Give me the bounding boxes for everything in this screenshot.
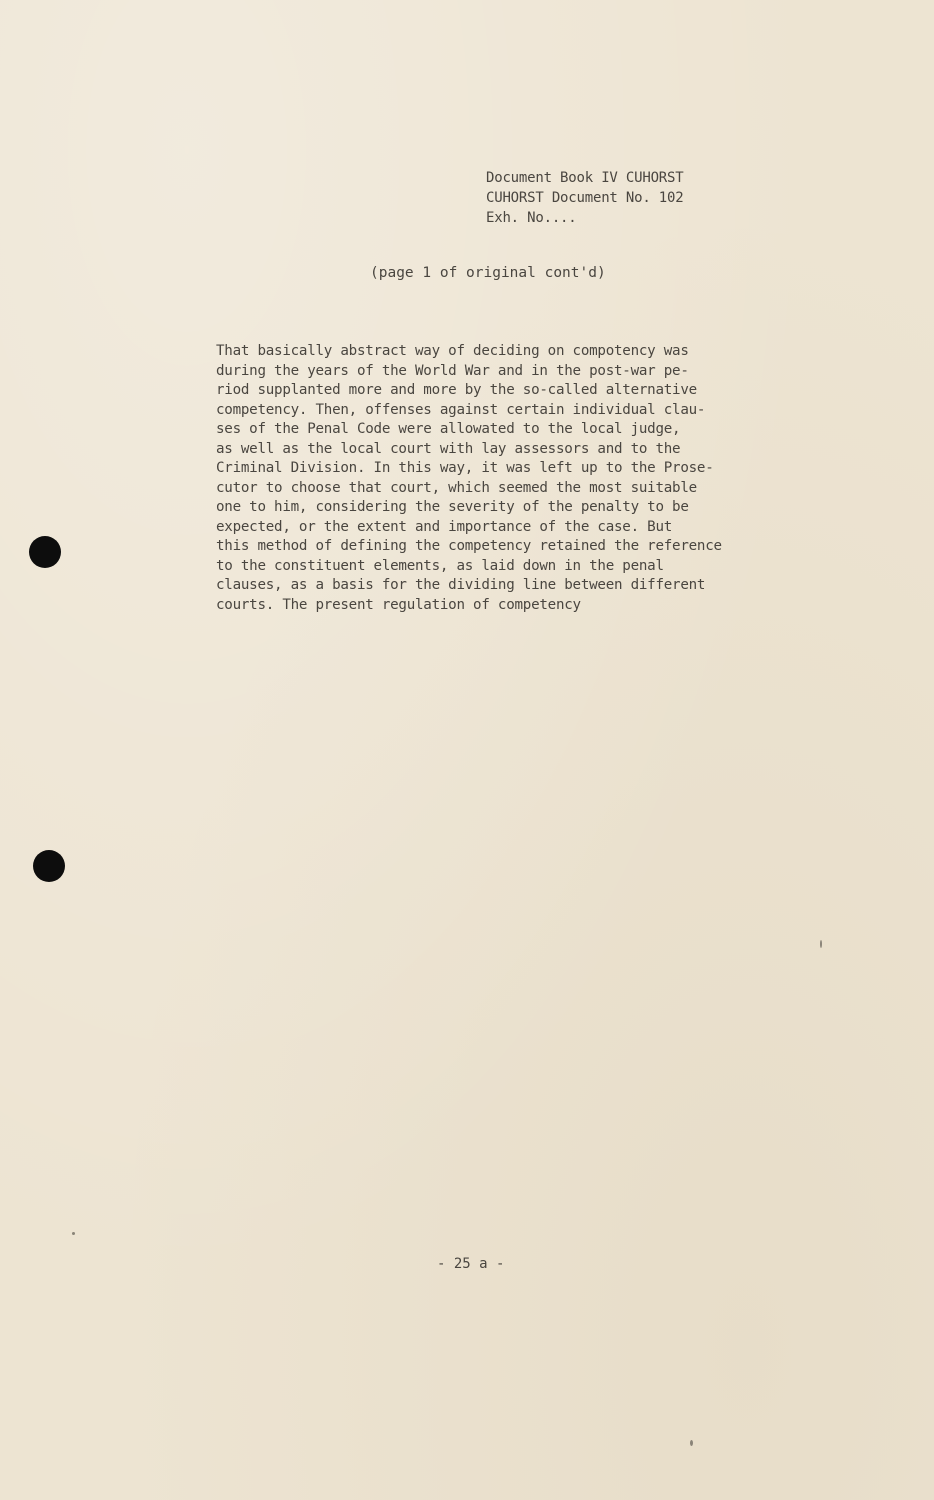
paper-speck [72,1232,75,1235]
header-line: Document Book IV CUHORST [486,170,684,186]
body-line: clauses, as a basis for the dividing line between different [216,577,706,593]
body-line: during the years of the World War and in the post-war pe- [216,362,689,379]
body-line: one to him, considering the severity of the penalty to be [216,499,689,515]
body-line: to the constituent elements, as laid down in the penal [216,557,664,574]
body-line: That basically abstract way of deciding on compotency was [216,343,689,359]
body-line: ses of the Penal Code were allowated to the local judge, [216,421,681,437]
body-line: Criminal Division. In this way, it was left up to the Prose- [216,460,714,476]
punch-hole [33,850,65,882]
header-line: CUHORST Document No. 102 [486,190,684,206]
punch-hole [29,536,61,568]
body-line: cutor to choose that court, which seemed the most suitable [216,479,697,496]
body-line: riod supplanted more and more by the so-called alternative [216,382,697,398]
body-line: courts. The present regulation of competency [216,596,581,613]
page-number: - 25 a - [437,1256,505,1272]
paper-speck [690,1440,693,1446]
header-line: Exh. No.... [486,210,577,226]
paper-speck [820,940,822,948]
body-line: this method of defining the competency retained the reference [216,538,722,554]
body-line: expected, or the extent and importance of the case. But [216,518,673,535]
body-line: as well as the local court with lay assessors and to the [216,440,681,457]
body-line: competency. Then, offenses against certain individual clau- [216,401,706,418]
document-reference-header [486,168,684,228]
body-paragraph [216,342,722,615]
page-continuation-note: (page 1 of original cont'd) [370,265,606,281]
